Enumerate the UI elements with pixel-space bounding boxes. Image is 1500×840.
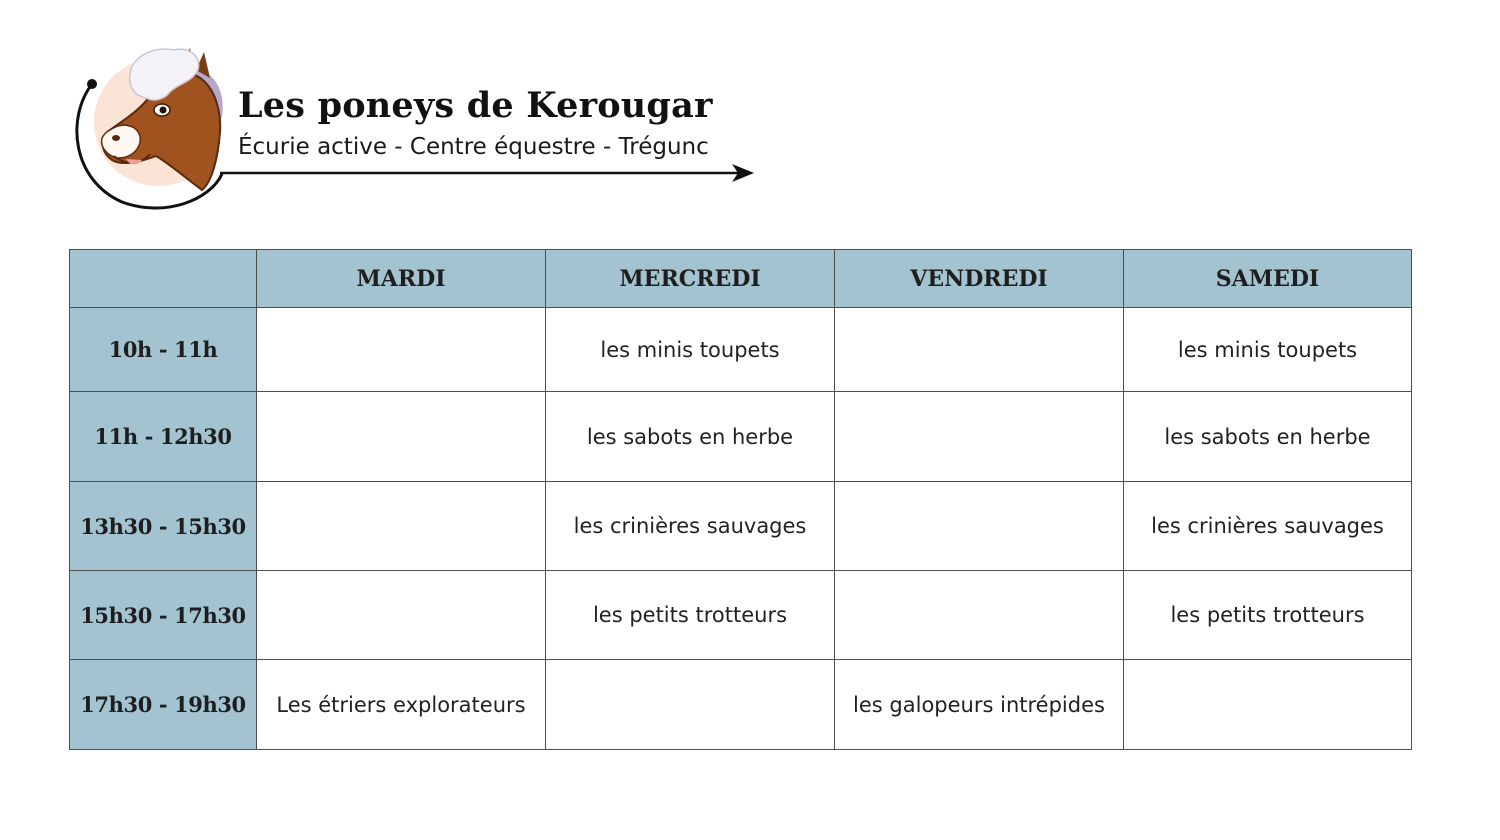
session-cell bbox=[835, 308, 1124, 392]
time-slot-cell: 13h30 - 15h30 bbox=[70, 482, 257, 571]
session-cell: Les étriers explorateurs bbox=[257, 660, 546, 750]
time-slot-cell: 11h - 12h30 bbox=[70, 392, 257, 482]
session-cell bbox=[257, 308, 546, 392]
table-row bbox=[70, 571, 1412, 660]
session-cell bbox=[546, 660, 835, 750]
pony-logo-icon bbox=[70, 40, 770, 220]
brand-subtitle: Écurie active - Centre équestre - Trégunc bbox=[238, 134, 709, 160]
session-cell: les petits trotteurs bbox=[546, 571, 835, 660]
session-cell bbox=[835, 571, 1124, 660]
session-cell bbox=[1124, 660, 1412, 750]
session-cell: les crinières sauvages bbox=[1124, 482, 1412, 571]
schedule-table bbox=[69, 249, 1412, 750]
table-row bbox=[70, 660, 1412, 750]
session-cell bbox=[835, 392, 1124, 482]
brand-title: Les poneys de Kerougar bbox=[238, 85, 713, 126]
session-cell: les petits trotteurs bbox=[1124, 571, 1412, 660]
day-header-mercredi: MERCREDI bbox=[546, 250, 835, 308]
day-header-vendredi: VENDREDI bbox=[835, 250, 1124, 308]
table-row bbox=[70, 392, 1412, 482]
time-slot-cell: 15h30 - 17h30 bbox=[70, 571, 257, 660]
session-cell: les galopeurs intrépides bbox=[835, 660, 1124, 750]
session-cell: les minis toupets bbox=[1124, 308, 1412, 392]
session-cell bbox=[257, 392, 546, 482]
session-cell bbox=[257, 571, 546, 660]
session-cell: les crinières sauvages bbox=[546, 482, 835, 571]
session-cell: les sabots en herbe bbox=[546, 392, 835, 482]
brand-logo bbox=[70, 40, 770, 220]
table-row bbox=[70, 308, 1412, 392]
day-header-mardi: MARDI bbox=[257, 250, 546, 308]
session-cell: les sabots en herbe bbox=[1124, 392, 1412, 482]
header-corner-cell bbox=[70, 250, 257, 308]
time-slot-cell: 10h - 11h bbox=[70, 308, 257, 392]
session-cell bbox=[835, 482, 1124, 571]
session-cell: les minis toupets bbox=[546, 308, 835, 392]
session-cell bbox=[257, 482, 546, 571]
table-row bbox=[70, 482, 1412, 571]
time-slot-cell: 17h30 - 19h30 bbox=[70, 660, 257, 750]
day-header-samedi: SAMEDI bbox=[1124, 250, 1412, 308]
table-header-row bbox=[70, 250, 1412, 308]
